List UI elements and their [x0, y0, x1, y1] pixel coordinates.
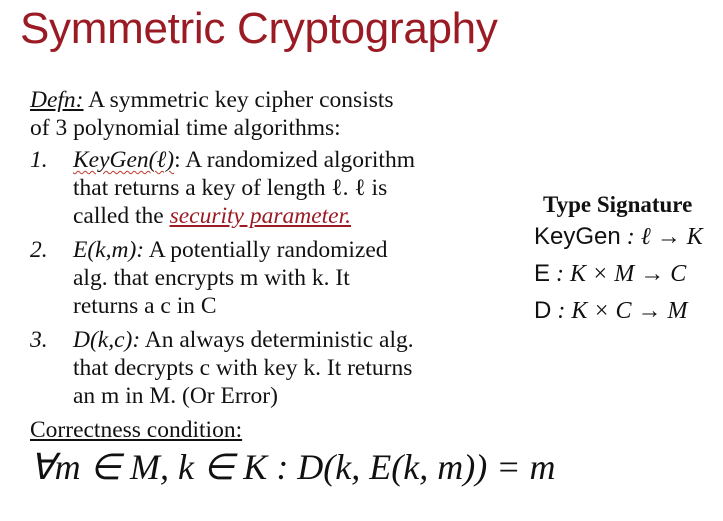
- definition-label: Defn:: [30, 87, 84, 113]
- definition-text-line2: of 3 polynomial time algorithms:: [30, 115, 341, 141]
- algorithm-line2: alg. that encrypts m with k. It: [73, 265, 350, 291]
- algorithm-line1: An always deterministic alg.: [140, 327, 414, 353]
- algorithm-number: 3.: [30, 327, 48, 353]
- slide-title: Symmetric Cryptography: [20, 4, 498, 53]
- type-signature-heading: Type Signature: [543, 192, 693, 217]
- algorithm-number: 1.: [30, 147, 48, 173]
- correctness-label: Correctness condition:: [30, 417, 243, 443]
- definition-paragraph: [30, 86, 500, 142]
- type-row-keygen: [534, 218, 723, 255]
- algorithm-line2: that decrypts c with key k. It returns: [73, 355, 413, 381]
- algorithm-encrypt: [30, 236, 500, 320]
- algorithm-line2: that returns a key of length ℓ. ℓ is: [73, 175, 388, 201]
- algorithm-number: 2.: [30, 237, 48, 263]
- type-signature-block: [534, 192, 723, 329]
- type-row-signature: : K × C → M: [551, 298, 688, 324]
- algorithm-line3: an m in M. (Or Error): [73, 383, 278, 409]
- definition-block: [30, 86, 500, 444]
- algorithm-line3: returns a c in C: [73, 293, 217, 319]
- type-row-signature: : ℓ → K: [620, 224, 703, 250]
- algorithm-name: E(k,m):: [73, 237, 145, 263]
- algorithm-decrypt: [30, 326, 500, 410]
- definition-text-line1: A symmetric key cipher consists: [83, 87, 394, 113]
- type-row-signature: : K × M → C: [550, 261, 687, 287]
- type-row-decrypt: [534, 292, 723, 329]
- algorithm-line1: A potentially randomized: [144, 237, 388, 263]
- security-parameter-link: security parameter.: [169, 203, 351, 229]
- type-row-name: KeyGen: [534, 223, 621, 250]
- correctness-formula: ∀m ∈ M, k ∈ K : D(k, E(k, m)) = m: [30, 447, 556, 487]
- algorithm-keygen: [30, 146, 500, 230]
- algorithm-name: D(k,c):: [73, 327, 141, 353]
- algorithm-list: [30, 146, 500, 410]
- algorithm-name: KeyGen(ℓ): [73, 147, 175, 173]
- type-row-name: E: [534, 260, 551, 287]
- algorithm-line3-prefix: called the: [73, 203, 170, 229]
- type-row-name: D: [534, 297, 552, 324]
- type-row-encrypt: [534, 255, 723, 292]
- algorithm-line1: : A randomized algorithm: [174, 147, 415, 173]
